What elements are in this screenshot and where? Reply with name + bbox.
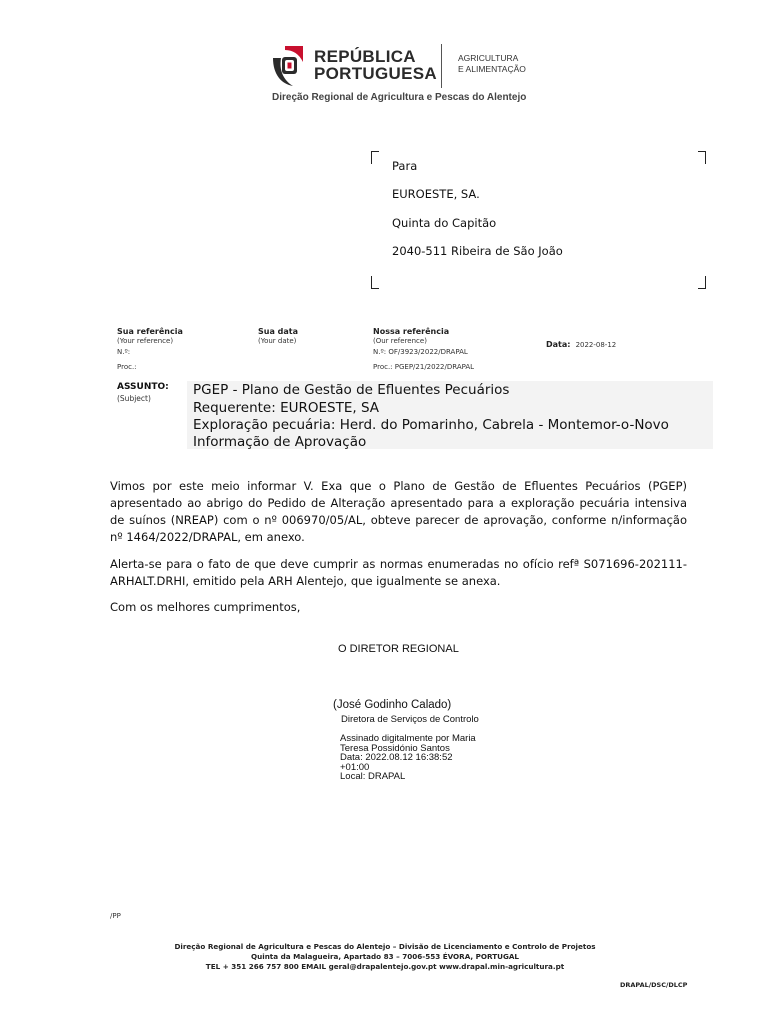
digital-signature-line: Local: DRAPAL [340, 771, 406, 783]
recipient-address-line: Quinta do Capitão [392, 216, 497, 230]
letter-date [546, 332, 616, 351]
signatory-name: (José Godinho Calado) [333, 699, 452, 711]
recipient-para: Para [392, 159, 418, 173]
pp-initials: /PP [110, 912, 121, 920]
address-corner-mark [371, 276, 379, 289]
your-date-label: Sua data [258, 327, 298, 336]
your-reference-number: N.º: [117, 348, 131, 356]
subject-line: Exploração pecuária: Herd. do Pomarinho, Cabrela - Montemor-o-Novo [193, 417, 669, 433]
our-reference-sublabel: (Our reference) [373, 337, 427, 345]
our-reference-label: Nossa referência [373, 327, 450, 336]
ministry-name: AGRICULTURA E ALIMENTAÇÃO [458, 53, 526, 74]
subject-label: ASSUNTO: [117, 382, 169, 392]
digital-signature-line: Assinado digitalmente por Maria [340, 733, 476, 744]
subject-line: PGEP - Plano de Gestão de Efluentes Pecuários [193, 382, 510, 398]
closing-line: Com os melhores cumprimentos, [110, 600, 301, 614]
republic-emblem-icon [271, 44, 305, 88]
subject-sublabel: (Subject) [117, 394, 151, 403]
footer-line: TEL + 351 266 757 800 EMAIL geral@drapalentejo.gov.pt www.drapal.min-agricultura.pt [205, 962, 565, 971]
digital-signature-line: +01:00 [340, 761, 370, 773]
your-date-sublabel: (Your date) [258, 337, 297, 345]
your-reference-label: Sua referência [117, 327, 183, 336]
date-label: Data: [546, 340, 571, 349]
your-reference-process: Proc.: [117, 363, 137, 371]
logo-divider [441, 44, 442, 88]
signatory-title: O DIRETOR REGIONAL [338, 643, 459, 655]
subject-line: Requerente: EUROESTE, SA [193, 400, 379, 416]
our-reference-process: Proc.: PGEP/21/2022/DRAPAL [373, 363, 475, 371]
date-value: 2022-08-12 [575, 341, 617, 349]
signatory-role: Diretora de Serviços de Controlo [341, 714, 479, 725]
address-corner-mark [698, 276, 706, 289]
logo-wordmark: REPÚBLICA PORTUGUESA [314, 47, 437, 83]
recipient-name: EUROESTE, SA. [392, 187, 480, 201]
address-corner-mark [371, 151, 379, 164]
body-paragraph: Vimos por este meio informar V. Exa que o Plano de Gestão de Efluentes Pecuários (PGEP) apresentado ao abrigo do Pedido de Alteração apresentado para a exploração pecuária intensiva de suínos (NREAP) com o nº 006970/05/AL, obteve parecer de aprovação, conforme n/informação nº 1464/2022/DRAPAL, em anexo. [110, 479, 687, 544]
body-paragraph: Alerta-se para o fato de que deve cumprir as normas enumeradas no ofício refª S071696-202111-ARHALT.DRHI, emitido pela ARH Alentejo, que igualmente se anexa. [110, 557, 687, 588]
our-reference-number: N.º: OF/3923/2022/DRAPAL [373, 348, 468, 356]
address-corner-mark [698, 151, 706, 164]
your-reference-sublabel: (Your reference) [117, 337, 174, 345]
digital-signature-line: Teresa Possidónio Santos [340, 742, 450, 754]
document-code: DRAPAL/DSC/DLCP [620, 981, 688, 989]
subject-line: Informação de Aprovação [193, 434, 367, 450]
recipient-address-line: 2040-511 Ribeira de São João [392, 244, 563, 258]
directorate-name: Direção Regional de Agricultura e Pescas do Alentejo [272, 92, 527, 103]
footer-line: Direção Regional de Agricultura e Pescas do Alentejo – Divisão de Licenciamento e Controlo de Projetos [174, 942, 596, 951]
digital-signature-line: Data: 2022.08.12 16:38:52 [340, 752, 453, 764]
footer-line: Quinta da Malagueira, Apartado 83 – 7006-553 ÉVORA, PORTUGAL [251, 952, 519, 961]
